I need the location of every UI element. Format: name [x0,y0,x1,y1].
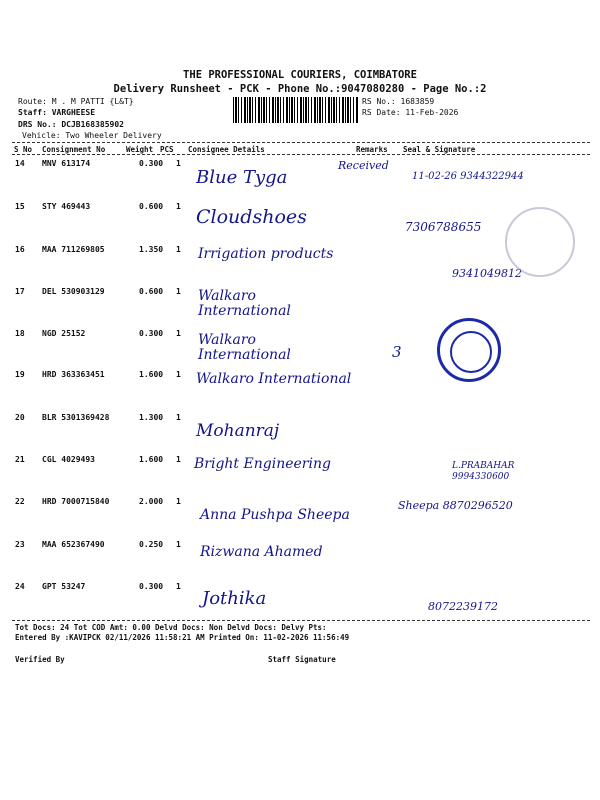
col-weight: Weight [126,145,154,154]
row-pcs: 1 [176,582,181,591]
table-row [0,159,600,199]
table-row [0,287,600,327]
row-signature-handwritten: L.PRABAHAR 9994330600 [452,461,515,482]
row-pcs: 1 [176,329,181,338]
runsheet-subtitle: Delivery Runsheet - PCK - Phone No.:9047080280 - Page No.:2 [113,83,487,95]
col-remarks: Remarks [356,145,388,154]
row-weight: 1.600 [139,370,164,379]
row-consignment: NGD 25152 [42,329,86,338]
row-consignment: STY 469443 [42,202,91,211]
entered-line: Entered By :KAVIPCK 02/11/2026 11:58:21 AM Printed On: 11-02-2026 11:56:49 [15,633,350,642]
row-consignment: GPT 53247 [42,582,86,591]
row-consignment: BLR 5301369428 [42,413,110,422]
row-pcs: 1 [176,455,181,464]
row-sno: 24 [15,582,25,591]
row-weight: 0.600 [139,287,164,296]
drs-number: DRS No.: DCJB168385902 [18,120,124,129]
row-consignee-handwritten: Mohanraj [196,421,280,441]
row-weight: 1.600 [139,455,164,464]
table-row [0,497,600,537]
table-row [0,413,600,453]
barcode [233,97,359,123]
row-sno: 19 [15,370,25,379]
row-pcs: 1 [176,159,181,168]
row-consignee-handwritten: Irrigation products [198,246,334,262]
table-row [0,540,600,580]
row-consignee-handwritten: Walkaro International [198,332,291,363]
route-text: Route: M . M PATTI {L&T} [18,97,134,106]
table-row [0,582,600,622]
row-sno: 14 [15,159,25,168]
totals-line: Tot Docs: 24 Tot COD Amt: 0.00 Delvd Docs: Non Delvd Docs: Delvy Pts: [15,623,327,632]
row-weight: 0.300 [139,582,164,591]
company-title: THE PROFESSIONAL COURIERS, COIMBATORE [183,69,417,81]
row-signature-handwritten: Sheepa 8870296520 [398,499,513,512]
row-consignee-handwritten: Walkaro International [198,288,291,319]
row-weight: 2.000 [139,497,164,506]
row-pcs: 1 [176,202,181,211]
row-consignment: HRD 7000715840 [42,497,110,506]
header-rule-bottom [12,154,590,155]
row-sno: 20 [15,413,25,422]
row-consignee-handwritten: Rizwana Ahamed [200,544,323,560]
row-pcs: 1 [176,287,181,296]
row-weight: 1.300 [139,413,164,422]
row-consignee-handwritten: Jothika [202,588,267,609]
table-row [0,455,600,495]
row-weight: 0.300 [139,329,164,338]
row-sno: 18 [15,329,25,338]
row-pcs: 1 [176,370,181,379]
row-pcs: 1 [176,245,181,254]
row-sno: 22 [15,497,25,506]
row-remarks-handwritten: 3 [392,343,402,361]
row-pcs: 1 [176,413,181,422]
row-consignee-handwritten: Anna Pushpa Sheepa [200,507,350,523]
rs-date: RS Date: 11-Feb-2026 [362,108,459,117]
row-sno: 23 [15,540,25,549]
row-pcs: 1 [176,540,181,549]
row-consignee-handwritten: Bright Engineering [194,456,331,472]
row-signature-handwritten: 11-02-26 9344322944 [412,171,524,182]
row-sno: 21 [15,455,25,464]
row-consignment: HRD 363363451 [42,370,105,379]
col-pcs: PCS [160,145,174,154]
row-consignee-handwritten: Walkaro International [196,371,352,387]
header-rule-top [12,142,590,143]
row-consignment: MAA 652367490 [42,540,105,549]
row-consignment: MNV 613174 [42,159,91,168]
vehicle-text: Vehicle: Two Wheeler Delivery [22,131,162,140]
seal-stamp-inner [450,331,492,373]
row-pcs: 1 [176,497,181,506]
row-sno: 17 [15,287,25,296]
row-sno: 15 [15,202,25,211]
row-consignment: DEL 530903129 [42,287,105,296]
seal-stamp [437,318,501,382]
footer-rule [12,620,590,621]
staff-text: Staff: VARGHEESE [18,108,96,117]
table-row [0,370,600,410]
row-remarks-handwritten: Received [338,159,389,172]
col-seal-signature: Seal & Signature [403,145,476,154]
row-consignment: MAA 711269805 [42,245,105,254]
faded-stamp [505,207,575,277]
col-sno: S No [14,145,33,154]
staff-signature-label: Staff Signature [268,655,336,664]
row-consignee-handwritten: Blue Tyga [196,167,288,188]
verified-by-label: Verified By [15,655,65,664]
row-signature-handwritten: 8072239172 [428,600,498,613]
col-consignee: Consignee Details [188,145,265,154]
col-consignment: Consignment No [42,145,106,154]
row-sno: 16 [15,245,25,254]
row-signature-handwritten: 9341049812 [452,267,522,280]
row-weight: 1.350 [139,245,164,254]
row-consignment: CGL 4029493 [42,455,95,464]
row-consignee-handwritten: Cloudshoes [196,206,307,228]
row-weight: 0.600 [139,202,164,211]
row-weight: 0.300 [139,159,164,168]
rs-number: RS No.: 1683859 [362,97,435,106]
table-row [0,329,600,369]
row-signature-handwritten: 7306788655 [405,220,482,234]
row-weight: 0.250 [139,540,164,549]
